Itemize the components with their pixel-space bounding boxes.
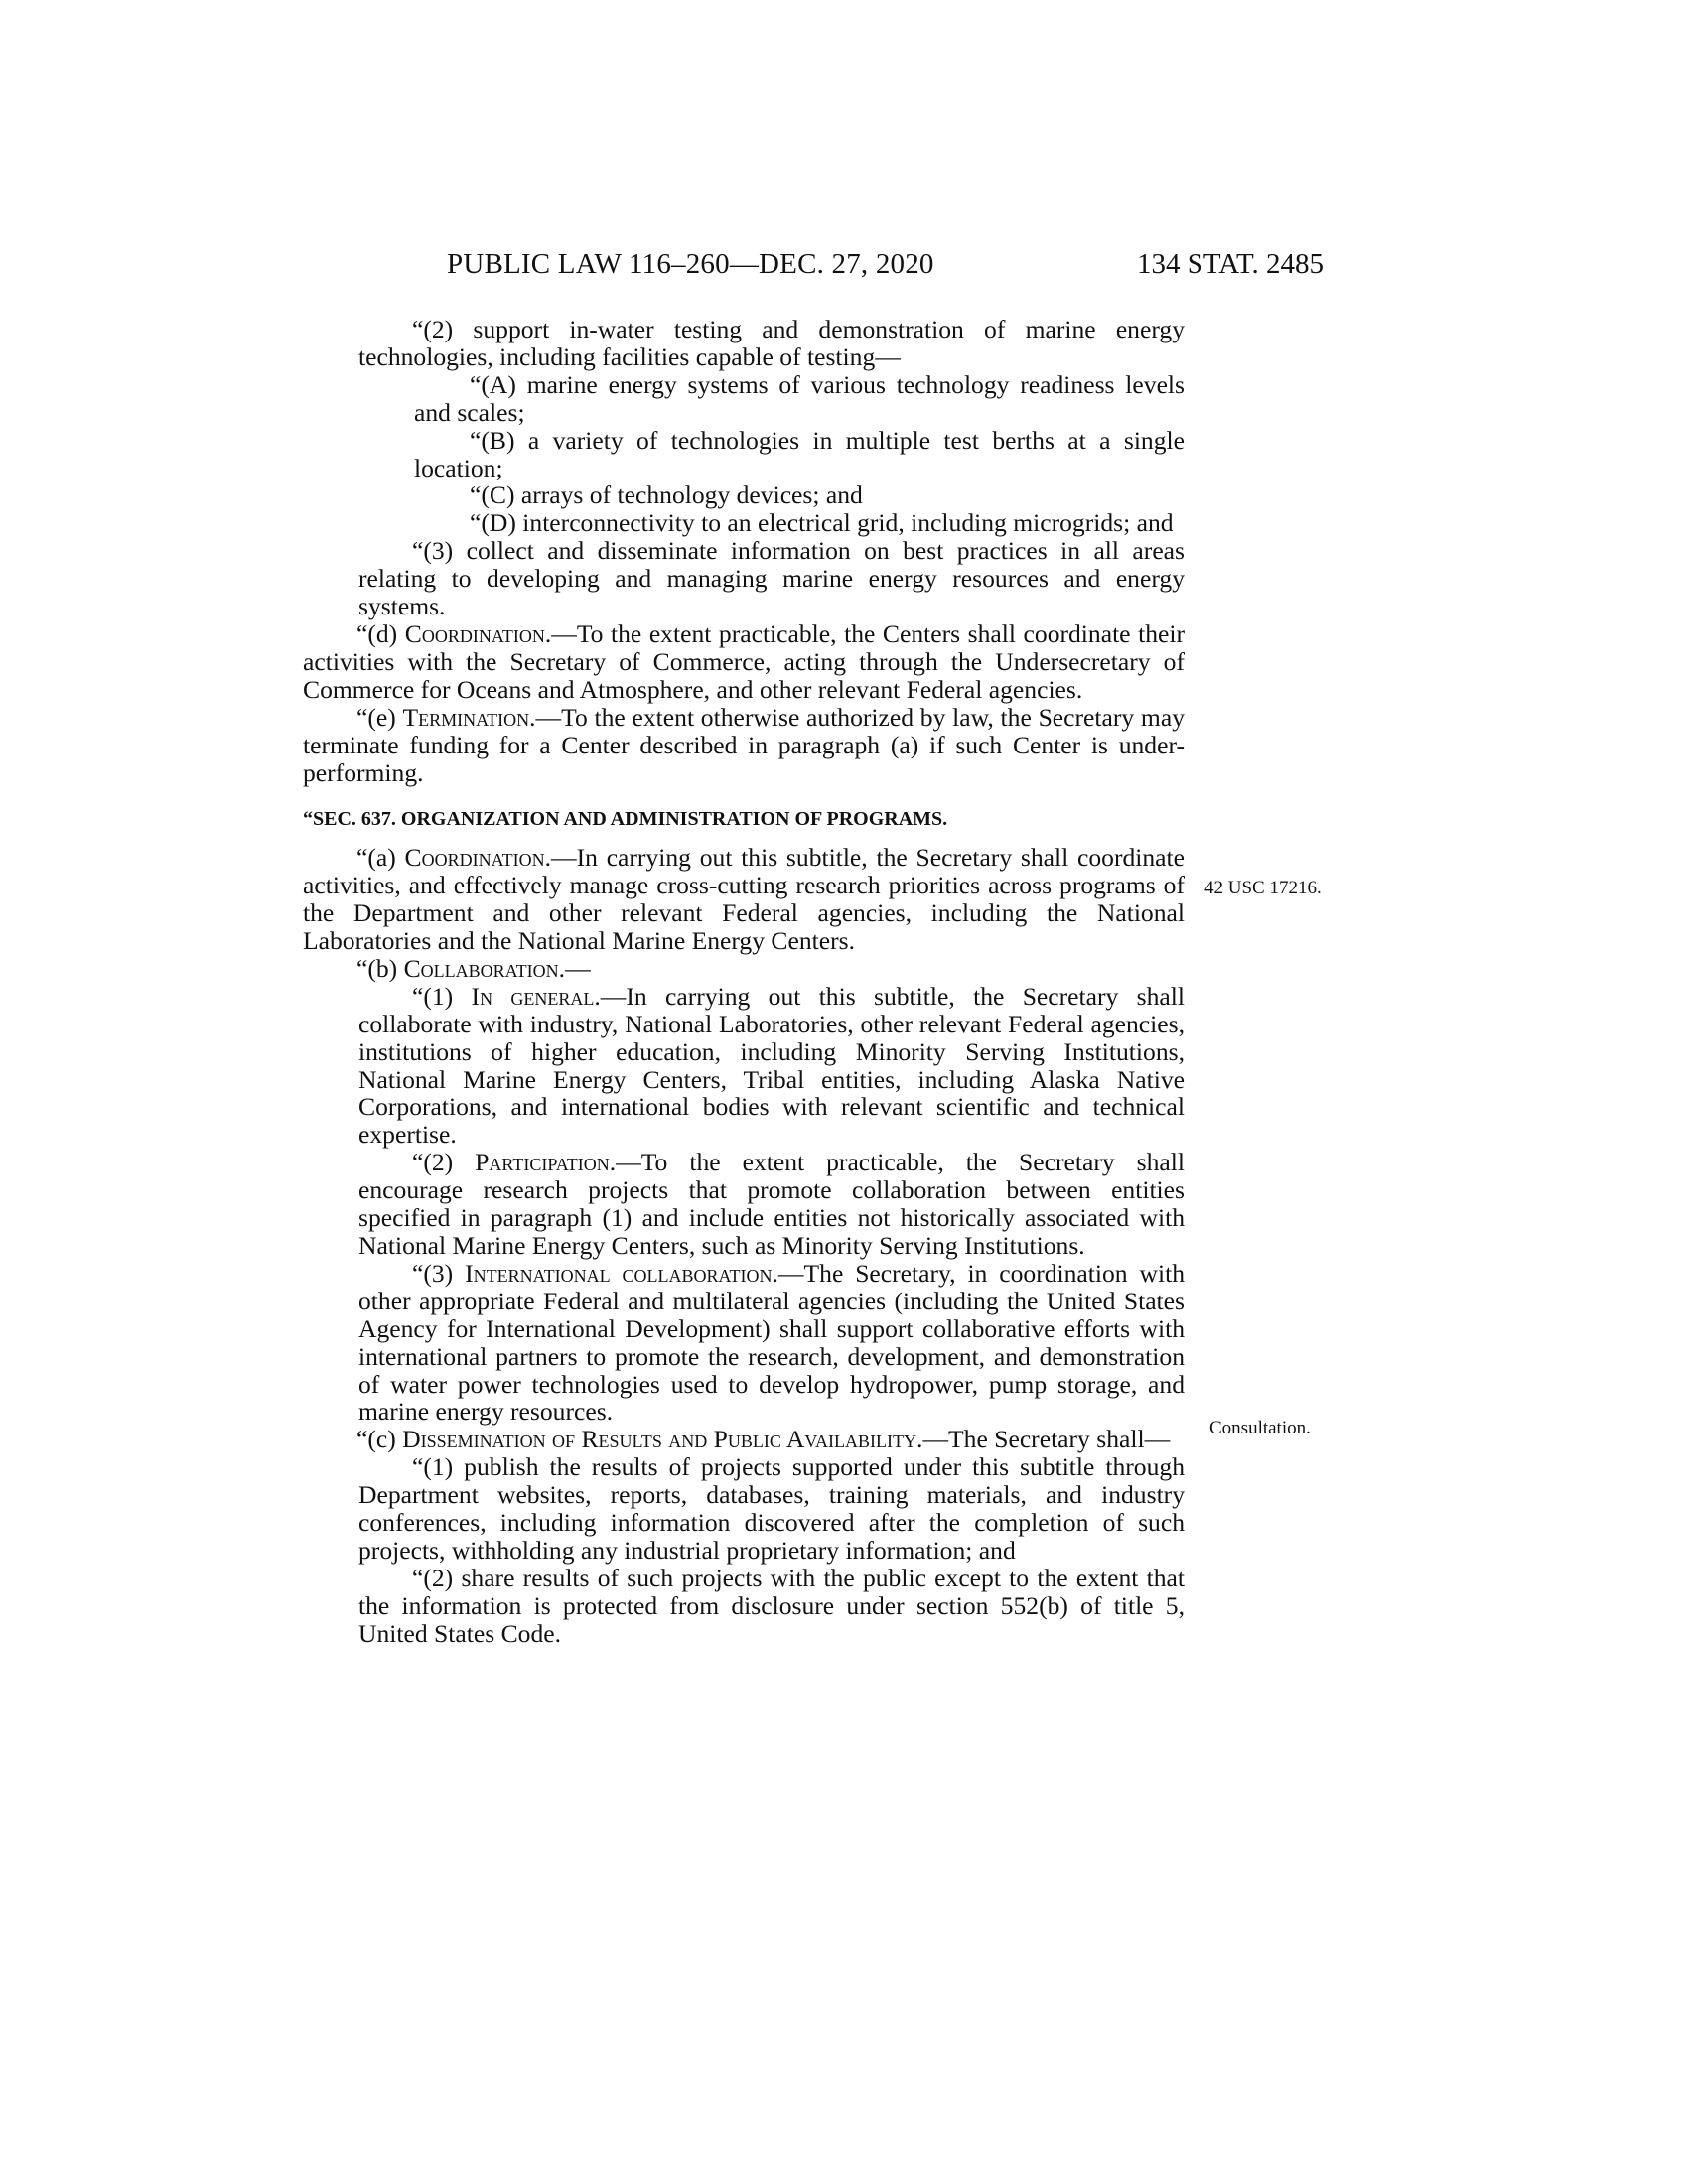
paragraph-b2-heading: Participation	[475, 1148, 610, 1177]
document-body	[303, 316, 1185, 1648]
paragraph-b1-heading: In general	[471, 981, 595, 1011]
paragraph-b1	[303, 983, 1185, 1149]
paragraph-b3	[303, 1260, 1185, 1426]
paragraph-c2a: “(A) marine energy systems of various technology readiness levels and scales;	[414, 369, 1185, 427]
paragraph-b3-text: .—The Secretary, in coordination with other appropriate Federal and multilateral agencies (including the United States Agency for International Development) shall support collaborative efforts with international partners to promote the research, development, and demonstration of water power technologies used to develop hydropower, pump storage, and marine energy resources.	[358, 1258, 1185, 1427]
paragraph-c-text: .—The Secretary shall—	[916, 1425, 1171, 1454]
paragraph-c2-share: “(2) share results of such projects with the public except to the extent that the information is protected from disclosure under section 552(b) of title 5, United States Code.	[358, 1563, 1185, 1648]
paragraph-e-lead: “(e)	[356, 702, 403, 732]
paragraph-e-text: .—To the extent otherwise authorized by law, the Secretary may terminate funding for a Center described in paragraph (a) if such Center is under-performing.	[303, 702, 1185, 787]
paragraph-c2c: “(C) arrays of technology devices; and	[470, 480, 863, 510]
paragraph-d-heading: Coordination	[404, 618, 545, 648]
margin-note-usc: 42 USC 17216.	[1204, 878, 1322, 898]
paragraph-b1-lead: “(1)	[412, 981, 472, 1011]
paragraph-b-lead: “(b)	[356, 953, 404, 983]
paragraph-b2-text: .—To the extent practicable, the Secretary shall encourage research projects that promote collaboration between entities specified in paragraph (1) and include entities not historically associated with National Marine Energy Centers, such as Minority Serving Institutions.	[358, 1148, 1185, 1260]
paragraph-a-lead: “(a)	[356, 843, 405, 873]
paragraph-b2	[303, 1149, 1185, 1260]
paragraph-e-heading: Termination	[402, 702, 530, 732]
statute-page-number: 134 STAT. 2485	[1137, 248, 1325, 280]
paragraph-a-text: .—In carrying out this subtitle, the Secretary shall coordinate activities, and effectively manage cross-cutting research priorities across programs of the Department and other relevant Federal agencies, including the National Laboratories and the National Marine Energy Centers.	[303, 843, 1186, 956]
paragraph-c-lead: “(c)	[356, 1425, 403, 1454]
paragraph-d	[303, 620, 1185, 704]
margin-note-consultation: Consultation.	[1209, 1418, 1311, 1438]
paragraph-c2: “(2) support in-water testing and demonstration of marine energy technologies, including facilities capable of testing—	[358, 315, 1185, 371]
paragraph-c3: “(3) collect and disseminate information on best practices in all areas relating to developing and managing marine energy resources and energy systems.	[358, 536, 1185, 621]
paragraph-a-heading: Coordination	[404, 843, 545, 873]
paragraph-b-heading: Collaboration	[403, 953, 559, 983]
paragraph-b3-heading: International collaboration	[465, 1258, 773, 1288]
paragraph-e	[303, 704, 1185, 787]
paragraph-b-text: .—	[558, 953, 591, 983]
paragraph-b	[303, 955, 1185, 983]
paragraph-c	[303, 1426, 1185, 1453]
section-heading: “SEC. 637. ORGANIZATION AND ADMINISTRATION OF PROGRAMS.	[303, 808, 948, 831]
paragraph-b1-text: .—In carrying out this subtitle, the Secretary shall collaborate with industry, National Laboratories, other relevant Federal agencies, institutions of higher education, including Minority Serving Institutions, National Marine Energy Centers, Tribal entities, including Alaska Native Corporations, and international bodies with relevant scientific and technical expertise.	[358, 981, 1185, 1150]
paragraph-c2b: “(B) a variety of technologies in multiple test berths at a single location;	[414, 425, 1185, 482]
paragraph-c2d: “(D) interconnectivity to an electrical grid, including microgrids; and	[470, 508, 1174, 538]
paragraph-b3-lead: “(3)	[412, 1258, 466, 1288]
page-header	[0, 248, 1688, 288]
paragraph-c1: “(1) publish the results of projects supported under this subtitle through Department websites, reports, databases, training materials, and industry conferences, including information discovered after the completion of such projects, withholding any industrial proprietary information; and	[358, 1452, 1185, 1565]
paragraph-c-heading: Dissemination of Results and Public Availability	[402, 1425, 917, 1454]
paragraph-a	[303, 844, 1185, 955]
paragraph-d-lead: “(d)	[356, 618, 405, 648]
running-head-title: PUBLIC LAW 116–260—DEC. 27, 2020	[447, 248, 934, 280]
paragraph-d-text: .—To the extent practicable, the Centers shall coordinate their activities with the Secretary of Commerce, acting through the Undersecretary of Commerce for Oceans and Atmosphere, and other relevant Federal agencies.	[303, 618, 1185, 704]
paragraph-b2-lead: “(2)	[412, 1148, 476, 1177]
